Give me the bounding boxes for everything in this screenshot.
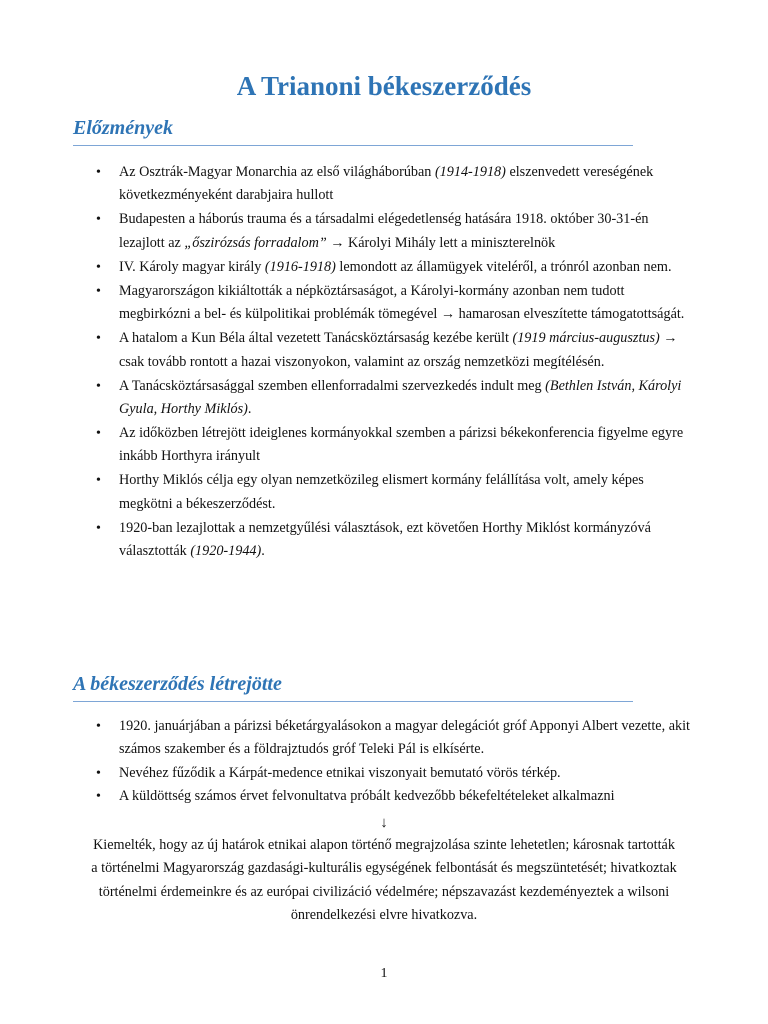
page-number: 1 <box>380 966 388 981</box>
italic-run: (1914-1918) <box>434 164 506 180</box>
text-run: 1920. januárjában a párizsi béketárgyalásokon a magyar delegációt gróf Apponyi Albert vezette, akit számos szakember és a földrajztudós gróf Teleki Pál is elkísérte. <box>119 718 690 758</box>
text-run: elszenvedett vereségének következményeként darabjaira hullott <box>119 164 654 204</box>
text-run: A hatalom a Kun Béla által vezetett Tanácsköztársaság kezébe került <box>119 330 513 347</box>
bullet-item <box>0 422 768 469</box>
section-heading-elozmenyek: Előzmények <box>73 114 633 146</box>
bullet-item <box>0 327 768 374</box>
bullet-item <box>0 785 768 808</box>
section-heading-letrejotte: A békeszerződés létrejötte <box>73 670 633 702</box>
text-run: Az Osztrák-Magyar Monarchia az első világháborúban <box>119 164 435 180</box>
text-run: Magyarországon kikiáltották a népköztársaságot, a Károlyi-kormány azonban nem tudott megbirkózni a bel- és külpolitikai problémák tömegével → hamarosan elveszítette támogatottságát. <box>119 282 685 323</box>
text-run: IV. Károly magyar király <box>119 258 265 275</box>
down-arrow-icon: ↓ <box>380 815 388 831</box>
bullet-item <box>0 469 768 516</box>
italic-run: (1916-1918) <box>264 258 336 275</box>
bullet-item <box>0 715 768 762</box>
text-run: Horthy Miklós célja egy olyan nemzetközileg elismert kormány felállítása volt, amely képes megkötni a békeszerződést. <box>119 472 644 512</box>
bullet-item <box>0 208 768 255</box>
bullet-item <box>0 375 768 422</box>
summary-paragraph: Kiemelték, hogy az új határok etnikai alapon történő megrajzolása szinte lehetetlen; károsnak tartották a történelmi Magyarország gazdasági-kulturális egységének felbontását és megszüntetését; hivatkoztak történelmi érdemeinkre és az európai civilizáció védelmére; népszavazást kezdeményeztek a wilsoni önrendelkezési elvre hivatkozva. <box>91 837 677 924</box>
bullet-item <box>0 256 768 279</box>
text-run: lemondott az államügyek viteléről, a trónról azonban nem. <box>335 258 672 275</box>
italic-run: (Bethlen István, Károlyi Gyula, Horthy Miklós) <box>119 377 682 418</box>
text-run: 1920-ban lezajlottak a nemzetgyűlési választások, ezt követően Horthy Miklóst kormányzóvá választották <box>119 519 651 560</box>
text-run: . <box>247 401 252 418</box>
text-run: → csak tovább rontott a hazai viszonyokon, valamint az ország nemzetközi megítélésén. <box>119 330 678 370</box>
elozmenyek-bullet-list <box>0 161 768 564</box>
bullet-item <box>0 762 768 785</box>
text-run: . <box>261 543 265 560</box>
bullet-item <box>0 161 768 208</box>
text-run: A Tanácsköztársasággal szemben ellenforradalmi szervezkedés indult meg <box>119 377 546 394</box>
bullet-item <box>0 517 768 564</box>
letrejotte-bullet-list <box>0 715 768 809</box>
italic-run: (1919 március-augusztus) <box>512 330 660 347</box>
bullet-item <box>0 280 768 327</box>
text-run: Az időközben létrejött ideiglenes kormányokkal szemben a párizsi békekonferencia figyelme egyre inkább Horthyra irányult <box>119 425 684 465</box>
text-run: A küldöttség számos érvet felvonultatva próbált kedvezőbb békefeltételeket alkalmazni <box>119 788 615 805</box>
italic-run: (1920-1944) <box>190 543 262 560</box>
text-run: Nevéhez fűződik a Kárpát-medence etnikai viszonyait bemutató vörös térkép. <box>119 764 561 781</box>
italic-run: „őszirózsás forradalom” <box>184 234 327 251</box>
text-run: Budapesten a háborús trauma és a társadalmi elégedetlenség hatására 1918. október 30-31-én lezajlott az <box>119 211 649 251</box>
text-run: → Károlyi Mihály lett a miniszterelnök <box>326 234 556 251</box>
document-title: A Trianoni békeszerződés <box>236 71 532 101</box>
